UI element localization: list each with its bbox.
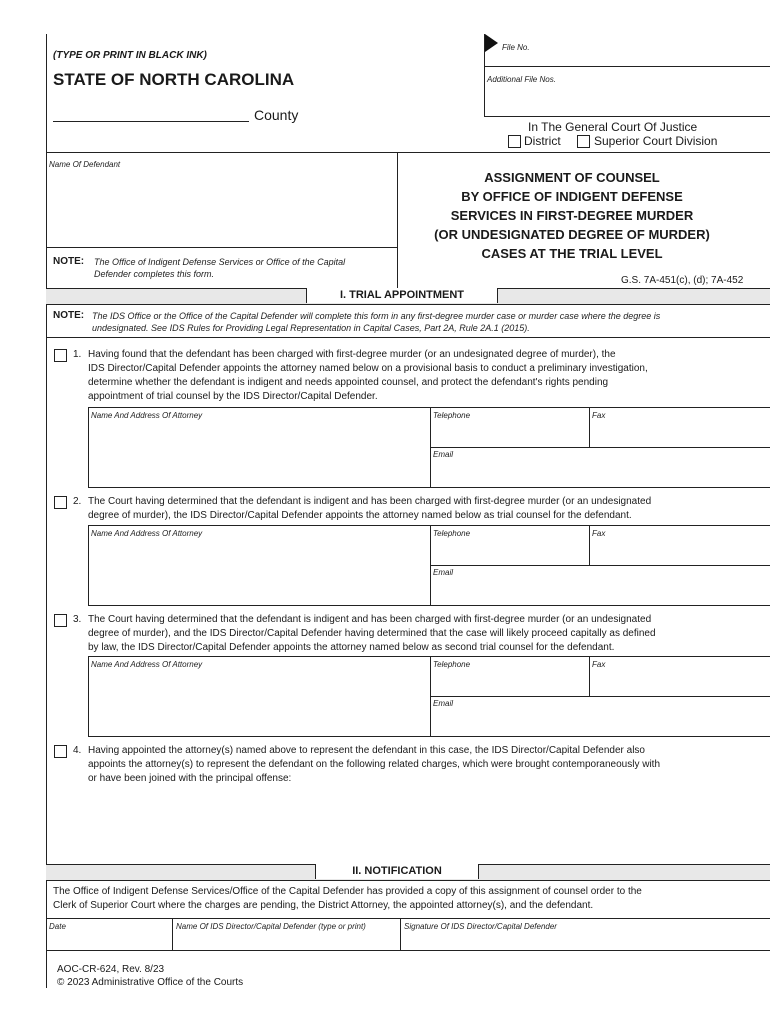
- county-line[interactable]: [53, 121, 249, 122]
- attorney3-fax-label: Fax: [592, 660, 606, 669]
- item2-checkbox[interactable]: [54, 496, 67, 509]
- item3-text: [88, 613, 656, 655]
- section2-heading: II. NOTIFICATION: [315, 864, 479, 879]
- attorney2-phone-field[interactable]: [432, 538, 587, 563]
- signature-row-top: [46, 918, 770, 919]
- district-checkbox[interactable]: [508, 135, 521, 148]
- attorney3-left: [88, 656, 89, 736]
- attorney3-email-field[interactable]: [432, 709, 768, 734]
- item4-line: appoints the attorney(s) to represent the defendant on the following related charges, which were brought contemporaneously with: [88, 759, 661, 770]
- item3-line: The Court having determined that the defendant is indigent and has been charged with first-degree murder (or an undesignated: [88, 614, 652, 625]
- item1-line: appointment of trial counsel by the IDS Director/Capital Defender.: [88, 391, 378, 402]
- section1-heading: I. TRIAL APPOINTMENT: [306, 288, 498, 303]
- file-no-field[interactable]: [484, 66, 770, 67]
- section1-note-line2: undesignated. See IDS Rules for Providing Legal Representation in Capital Cases, Part 2A, Rule 2A.1 (2015).: [92, 323, 530, 333]
- attorney2-phone-bottom: [430, 565, 770, 566]
- attorney1-bottom-line: [88, 487, 770, 488]
- attorney1-fax-divider: [589, 407, 590, 447]
- state-name: STATE OF NORTH CAROLINA: [53, 70, 295, 89]
- item4-line: or have been joined with the principal offense:: [88, 773, 292, 784]
- item4-number: 4.: [73, 745, 82, 756]
- date-label: Date: [49, 922, 66, 931]
- name-divider: [400, 918, 401, 950]
- item4-text: [88, 744, 660, 786]
- section1-note-line: [46, 337, 770, 338]
- item4-line: Having appointed the attorney(s) named above to represent the defendant in this case, the IDS Director/Capital Defender also: [88, 745, 645, 756]
- item2-line: degree of murder), the IDS Director/Capital Defender appoints the attorney named below as trial counsel for the defendant.: [88, 510, 632, 521]
- attorney2-email-label: Email: [433, 568, 454, 577]
- superior-court-checkbox[interactable]: [577, 135, 590, 148]
- item1-line: Having found that the defendant has been charged with first-degree murder (or an undesignated degree of murder), the: [88, 349, 616, 360]
- item3-line: by law, the IDS Director/Capital Defender appoints the attorney named below as second trial counsel for the defendant.: [88, 642, 615, 653]
- copyright: © 2023 Administrative Office of the Courts: [57, 977, 244, 988]
- item2-line: The Court having determined that the defendant is indigent and has been charged with first-degree murder (or an undesignated: [88, 496, 652, 507]
- attorney2-email-field[interactable]: [432, 578, 768, 603]
- signature-row-bottom: [46, 950, 770, 951]
- attorney1-email-field[interactable]: [432, 460, 768, 485]
- attorney1-top-line: [88, 407, 770, 408]
- defendant-bottom-line: [46, 247, 397, 248]
- title-line5: CASES AT THE TRIAL LEVEL: [481, 246, 663, 261]
- attorney1-email-label: Email: [433, 450, 454, 459]
- item1-number: 1.: [73, 349, 82, 360]
- defendant-name-label: Name Of Defendant: [49, 160, 121, 169]
- attorney2-fax-divider: [589, 525, 590, 565]
- attorney2-phone-label: Telephone: [433, 529, 471, 538]
- date-field[interactable]: [48, 932, 170, 948]
- signature-field[interactable]: [402, 932, 768, 948]
- item3-number: 3.: [73, 614, 82, 625]
- file-no-label: File No.: [502, 43, 530, 52]
- form-left-border: [46, 34, 47, 988]
- attorney1-name-label: Name And Address Of Attorney: [91, 411, 203, 420]
- attorney2-name-field[interactable]: [90, 538, 428, 603]
- signature-label: Signature Of IDS Director/Capital Defender: [404, 922, 557, 931]
- court-name: In The General Court Of Justice: [528, 120, 698, 134]
- title-line1: ASSIGNMENT OF COUNSEL: [484, 170, 660, 185]
- attorney2-bottom-line: [88, 605, 770, 606]
- item3-checkbox[interactable]: [54, 614, 67, 627]
- notification-line: Clerk of Superior Court where the charges are pending, the District Attorney, the appointed attorney(s), and the defendant.: [53, 900, 594, 911]
- arrow-marker-icon: [485, 34, 498, 52]
- attorney3-top-line: [88, 656, 770, 657]
- attorney1-phone-bottom: [430, 447, 770, 448]
- item1-text: [88, 348, 648, 404]
- attorney1-fax-field[interactable]: [591, 420, 768, 445]
- statute-reference: G.S. 7A-451(c), (d); 7A-452: [621, 275, 744, 286]
- attorney3-name-label: Name And Address Of Attorney: [91, 660, 203, 669]
- additional-file-label: Additional File Nos.: [487, 75, 556, 84]
- form-number: AOC-CR-624, Rev. 8/23: [57, 964, 165, 975]
- county-label: County: [254, 107, 299, 123]
- attorney3-phone-label: Telephone: [433, 660, 471, 669]
- related-charges-field[interactable]: [88, 790, 768, 860]
- attorney3-phone-bottom: [430, 696, 770, 697]
- file-box-left: [484, 34, 485, 116]
- defendant-top-line: [46, 152, 770, 153]
- attorney3-fax-field[interactable]: [591, 669, 768, 694]
- defendant-note-label: NOTE:: [53, 256, 85, 267]
- title-line3: SERVICES IN FIRST-DEGREE MURDER: [450, 208, 694, 223]
- director-name-field[interactable]: [174, 932, 398, 948]
- attorney3-name-field[interactable]: [90, 669, 428, 734]
- attorney1-phone-field[interactable]: [432, 420, 587, 445]
- attorney3-phone-field[interactable]: [432, 669, 587, 694]
- form-title: [400, 168, 744, 263]
- attorney3-email-label: Email: [433, 699, 454, 708]
- section1-note-label: NOTE:: [53, 310, 85, 321]
- attorney1-name-field[interactable]: [90, 420, 428, 485]
- attorney3-fax-divider: [589, 656, 590, 696]
- ink-instruction: (TYPE OR PRINT IN BLACK INK): [53, 50, 207, 61]
- attorney2-fax-label: Fax: [592, 529, 606, 538]
- title-line4: (OR UNDESIGNATED DEGREE OF MURDER): [434, 227, 710, 242]
- attorney2-name-label: Name And Address Of Attorney: [91, 529, 203, 538]
- defendant-divider: [397, 152, 398, 288]
- item1-line: determine whether the defendant is indigent and needs appointed counsel, and protect the defendant's rights pending: [88, 377, 609, 388]
- item1-checkbox[interactable]: [54, 349, 67, 362]
- section1-note-line1: The IDS Office or the Office of the Capital Defender will complete this form in any first-degree murder case or murder case where the degree is: [92, 311, 661, 321]
- defendant-note-line1: The Office of Indigent Defense Services or Office of the Capital: [94, 257, 346, 267]
- attorney2-left: [88, 525, 89, 605]
- notification-line: The Office of Indigent Defense Services/Office of the Capital Defender has provided a copy of this assignment of counsel order to the: [53, 886, 642, 897]
- item2-text: [88, 495, 651, 523]
- defendant-name-field[interactable]: [48, 166, 394, 246]
- notification-text: [53, 885, 642, 913]
- attorney3-bottom-line: [88, 736, 770, 737]
- director-name-label: Name Of IDS Director/Capital Defender (type or print): [176, 922, 366, 931]
- attorney2-top-line: [88, 525, 770, 526]
- attorney2-fax-field[interactable]: [591, 538, 768, 563]
- superior-court-label: Superior Court Division: [594, 134, 718, 148]
- district-label: District: [524, 134, 561, 148]
- item4-checkbox[interactable]: [54, 745, 67, 758]
- attorney1-fax-label: Fax: [592, 411, 606, 420]
- defendant-note-line2: Defender completes this form.: [94, 269, 215, 279]
- item3-line: degree of murder), and the IDS Director/Capital Defender having determined that the case will likely proceed capitally as defined: [88, 628, 656, 639]
- date-divider: [172, 918, 173, 950]
- title-line2: BY OFFICE OF INDIGENT DEFENSE: [461, 189, 683, 204]
- item2-number: 2.: [73, 496, 82, 507]
- additional-file-field[interactable]: [484, 116, 770, 117]
- attorney1-phone-label: Telephone: [433, 411, 471, 420]
- attorney1-left: [88, 407, 89, 487]
- item1-line: IDS Director/Capital Defender appoints the attorney named below on a provisional basis to conduct a preliminary investigation,: [88, 363, 648, 374]
